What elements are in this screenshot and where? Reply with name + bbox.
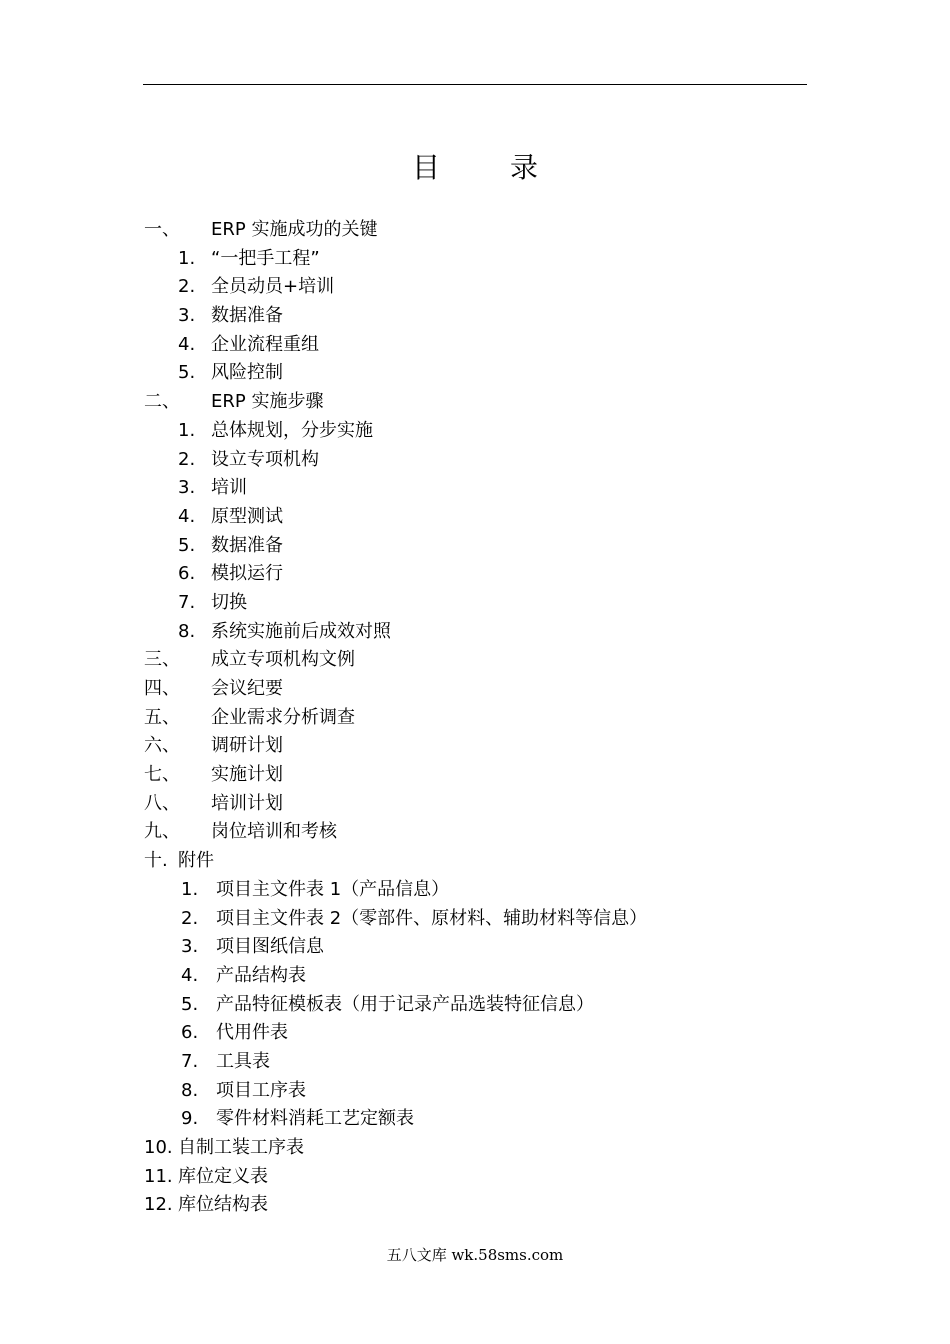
toc-entry-number: 五、 <box>144 706 180 728</box>
toc-entry <box>144 933 824 962</box>
toc-entry <box>144 675 824 704</box>
toc-entry <box>144 1163 824 1192</box>
toc-entry-text: 库位定义表 <box>178 1165 268 1187</box>
toc-entry-text: 产品特征模板表（用于记录产品选装特征信息） <box>216 993 594 1015</box>
toc-entry-number: 3. <box>181 936 199 958</box>
toc-entry-number: 九、 <box>144 821 180 843</box>
toc-entry-number: 1. <box>181 878 199 900</box>
toc-entry <box>144 818 824 847</box>
toc-entry <box>144 359 824 388</box>
toc-entry <box>144 905 824 934</box>
toc-entry-text: 数据准备 <box>211 305 283 327</box>
toc-entry <box>144 245 824 274</box>
toc-entry <box>144 1019 824 1048</box>
toc-entry-text: 产品结构表 <box>216 964 306 986</box>
toc-entry <box>144 962 824 991</box>
toc-entry <box>144 761 824 790</box>
toc-entry-number: 7. <box>178 591 196 613</box>
toc-entry-text: 原型测试 <box>211 505 283 527</box>
toc-entry-number: 9. <box>181 1108 199 1130</box>
toc-entry <box>144 474 824 503</box>
toc-entry <box>144 732 824 761</box>
toc-entry-text: 库位结构表 <box>178 1194 268 1216</box>
toc-entry-number: 5. <box>181 993 199 1015</box>
toc-entry-text: “一把手工程” <box>211 247 320 269</box>
toc-entry-text: 培训计划 <box>211 792 283 814</box>
toc-entry-text: 附件 <box>178 850 214 872</box>
toc-entry-text: 模拟运行 <box>211 563 283 585</box>
toc-entry-number: 二、 <box>144 391 180 413</box>
toc-entry-text: 实施计划 <box>211 764 283 786</box>
toc-entry <box>144 1134 824 1163</box>
toc-entry-text: 企业需求分析调查 <box>211 706 355 728</box>
toc-entry-number: 6. <box>178 563 196 585</box>
toc-entry-number: 2. <box>178 276 196 298</box>
toc-entry <box>144 1077 824 1106</box>
toc-entry-text: 系统实施前后成效对照 <box>211 620 391 642</box>
toc-entry-number: 2. <box>181 907 199 929</box>
toc-entry-number: 1. <box>178 419 196 441</box>
toc-entry <box>144 991 824 1020</box>
toc-entry-text: 调研计划 <box>211 735 283 757</box>
toc-entry-number: 4. <box>178 333 196 355</box>
toc-entry-text: 项目工序表 <box>216 1079 306 1101</box>
toc-entry-text: 培训 <box>211 477 247 499</box>
toc-entry <box>144 273 824 302</box>
toc-entry-text: 项目主文件表 2（零部件、原材料、辅助材料等信息） <box>216 907 648 929</box>
toc-entry-number: 一、 <box>144 219 180 240</box>
toc-entry-text: 总体规划，分步实施 <box>211 419 373 441</box>
toc-entry-number: 八、 <box>144 792 180 814</box>
toc-entry-text: 切换 <box>211 591 247 613</box>
title-part-2: 录 <box>510 151 539 184</box>
toc-entry-text: 企业流程重组 <box>211 333 319 355</box>
toc-entry-number: 3. <box>178 477 196 499</box>
toc-entry <box>144 790 824 819</box>
toc-entry <box>144 503 824 532</box>
toc-entry-number: 6. <box>181 1022 199 1044</box>
toc-entry <box>144 417 824 446</box>
toc-entry <box>144 1105 824 1134</box>
toc-entry-number: 7. <box>181 1050 199 1072</box>
toc-entry-number: 4. <box>178 505 196 527</box>
toc-entry-text: 风险控制 <box>211 362 283 384</box>
title-part-1: 目 <box>411 151 440 184</box>
page-title <box>0 146 950 186</box>
toc-entry-number: 七、 <box>144 764 180 786</box>
toc-entry <box>144 704 824 733</box>
toc-entry-number: 5. <box>178 362 196 384</box>
toc-entry-text: ERP 实施成功的关键 <box>211 219 378 240</box>
toc-entry <box>144 1191 824 1220</box>
toc-entry-text: 岗位培训和考核 <box>211 821 337 843</box>
toc-entry-number: 11. <box>144 1165 173 1187</box>
toc-entry-text: 工具表 <box>216 1050 270 1072</box>
toc-entry-number: 12. <box>144 1194 173 1216</box>
toc-entry-number: 3. <box>178 305 196 327</box>
toc-entry-text: 代用件表 <box>216 1022 288 1044</box>
toc-entry <box>144 216 824 245</box>
toc-entry-number: 十. <box>144 850 168 872</box>
toc-entry-number: 六、 <box>144 735 180 757</box>
table-of-contents <box>144 216 824 1220</box>
toc-entry-number: 8. <box>181 1079 199 1101</box>
toc-entry <box>144 1048 824 1077</box>
toc-entry-number: 三、 <box>144 649 180 671</box>
toc-entry <box>144 446 824 475</box>
toc-entry <box>144 302 824 331</box>
toc-entry-text: 成立专项机构文例 <box>211 649 355 671</box>
toc-entry-text: 自制工装工序表 <box>178 1137 304 1158</box>
toc-entry-number: 4. <box>181 964 199 986</box>
toc-entry-text: 数据准备 <box>211 534 283 556</box>
footer-watermark: 五八文库 wk.58sms.com <box>386 1246 564 1264</box>
toc-entry <box>144 618 824 647</box>
toc-entry <box>144 331 824 360</box>
toc-entry <box>144 532 824 561</box>
toc-entry-text: 设立专项机构 <box>211 448 319 470</box>
toc-entry-number: 8. <box>178 620 196 642</box>
toc-entry-text: 全员动员+培训 <box>211 276 335 298</box>
header-rule <box>143 84 807 85</box>
toc-entry-text: 会议纪要 <box>211 678 283 699</box>
toc-entry-number: 2. <box>178 448 196 470</box>
toc-entry <box>144 589 824 618</box>
toc-entry-number: 1. <box>178 247 196 269</box>
toc-entry <box>144 646 824 675</box>
toc-entry <box>144 388 824 417</box>
toc-entry <box>144 876 824 905</box>
toc-entry-text: 项目图纸信息 <box>216 936 324 958</box>
toc-entry-number: 四、 <box>144 678 180 699</box>
toc-entry-number: 10. <box>144 1137 173 1158</box>
toc-entry-text: 项目主文件表 1（产品信息） <box>216 878 450 900</box>
toc-entry-text: 零件材料消耗工艺定额表 <box>216 1108 414 1130</box>
toc-entry-number: 5. <box>178 534 196 556</box>
toc-entry <box>144 847 824 876</box>
toc-entry <box>144 560 824 589</box>
toc-entry-text: ERP 实施步骤 <box>211 391 324 413</box>
